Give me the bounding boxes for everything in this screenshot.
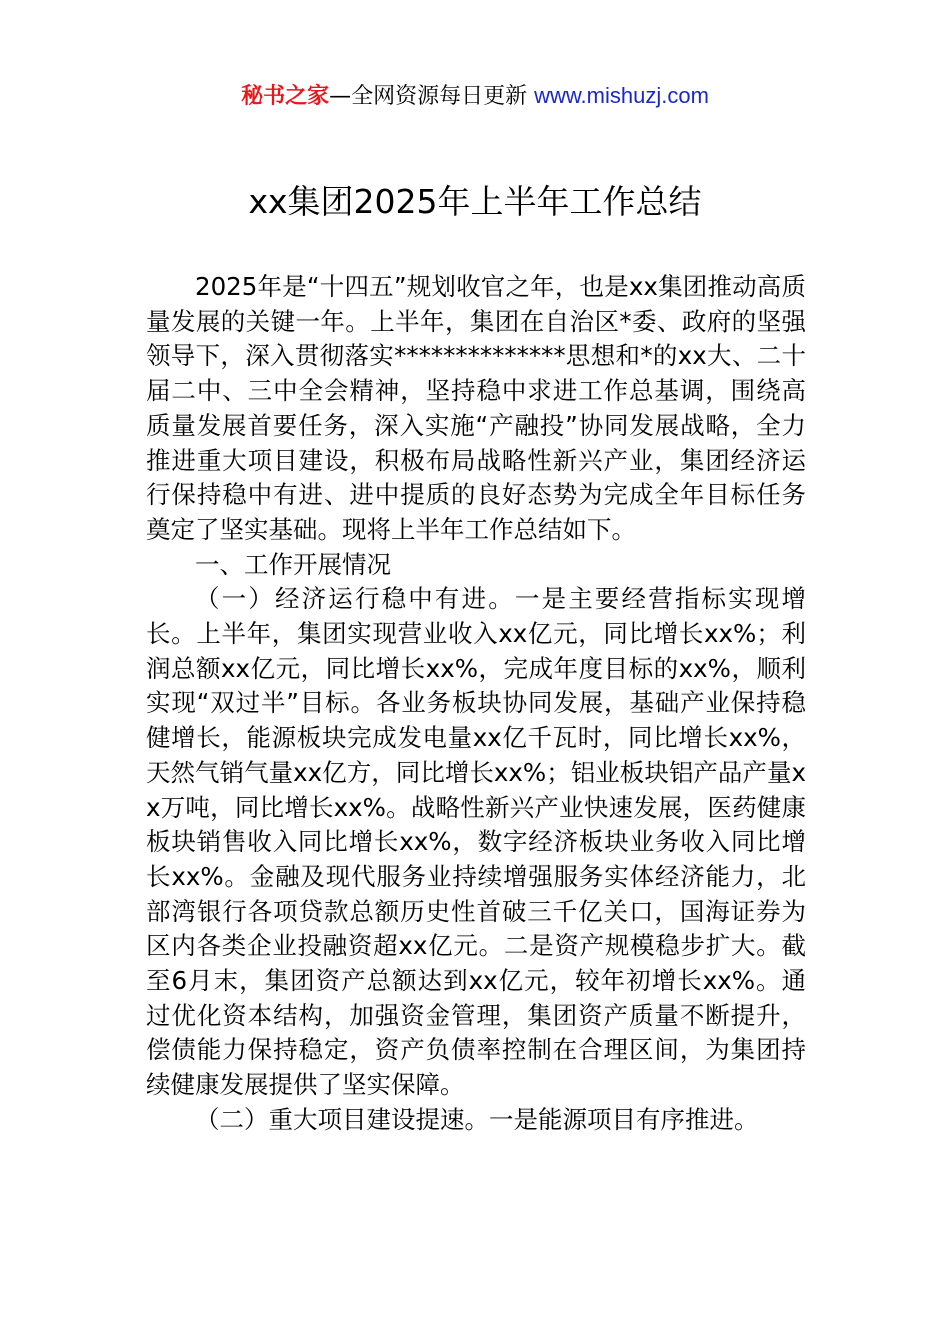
subsection-projects-paragraph: （二）重大项目建设提速。一是能源项目有序推进。 (195, 1104, 759, 1134)
intro-paragraph: 2025年是“十四五”规划收官之年，也是xx集团推动高质量发展的关键一年。上半年，集团在自治区*委、政府的坚强领导下，深入贯彻落实**************思想和*的xx大、二十届二中、三中全会精神，坚持稳中求进工作总基调，围绕高质量发展首要任务，深入实施“产融投”协同发展战略，全力推进重大项目建设，积极布局战略性新兴产业，集团经济运行保持稳中有进、进中提质的良好态势为完成全年目标任务奠定了坚实基础。现将上半年工作总结如下。 (146, 272, 806, 544)
site-url-link[interactable]: www.mishuzj.com (534, 83, 709, 108)
header-tagline: —全网资源每日更新 (329, 84, 535, 109)
document-body (146, 270, 806, 1138)
subsection-economy-paragraph: （一）经济运行稳中有进。一是主要经营指标实现增长。上半年，集团实现营业收入xx亿元，同比增长xx%；利润总额xx亿元，同比增长xx%，完成年度目标的xx%，顺利实现“双过半”目标。各业务板块协同发展，基础产业保持稳健增长，能源板块完成发电量xx亿千瓦时，同比增长xx%，天然气销气量xx亿方，同比增长xx%；铝业板块铝产品产量xx万吨，同比增长xx%。战略性新兴产业快速发展，医药健康板块销售收入同比增长xx%，数字经济板块业务收入同比增长xx%。金融及现代服务业持续增强服务实体经济能力，北部湾银行各项贷款总额历史性首破三千亿关口，国海证券为区内各类企业投融资超xx亿元。二是资产规模稳步扩大。截至6月末，集团资产总额达到xx亿元，较年初增长xx%。通过优化资本结构，加强资金管理，集团资产质量不断提升，偿债能力保持稳定，资产负债率控制在合理区间，为集团持续健康发展提供了坚实保障。 (146, 584, 806, 1100)
site-header (0, 80, 950, 113)
brand-name: 秘书之家 (241, 84, 330, 109)
document-title: xx集团2025年上半年工作总结 (248, 182, 702, 221)
section-heading: 一、工作开展情况 (195, 549, 391, 579)
